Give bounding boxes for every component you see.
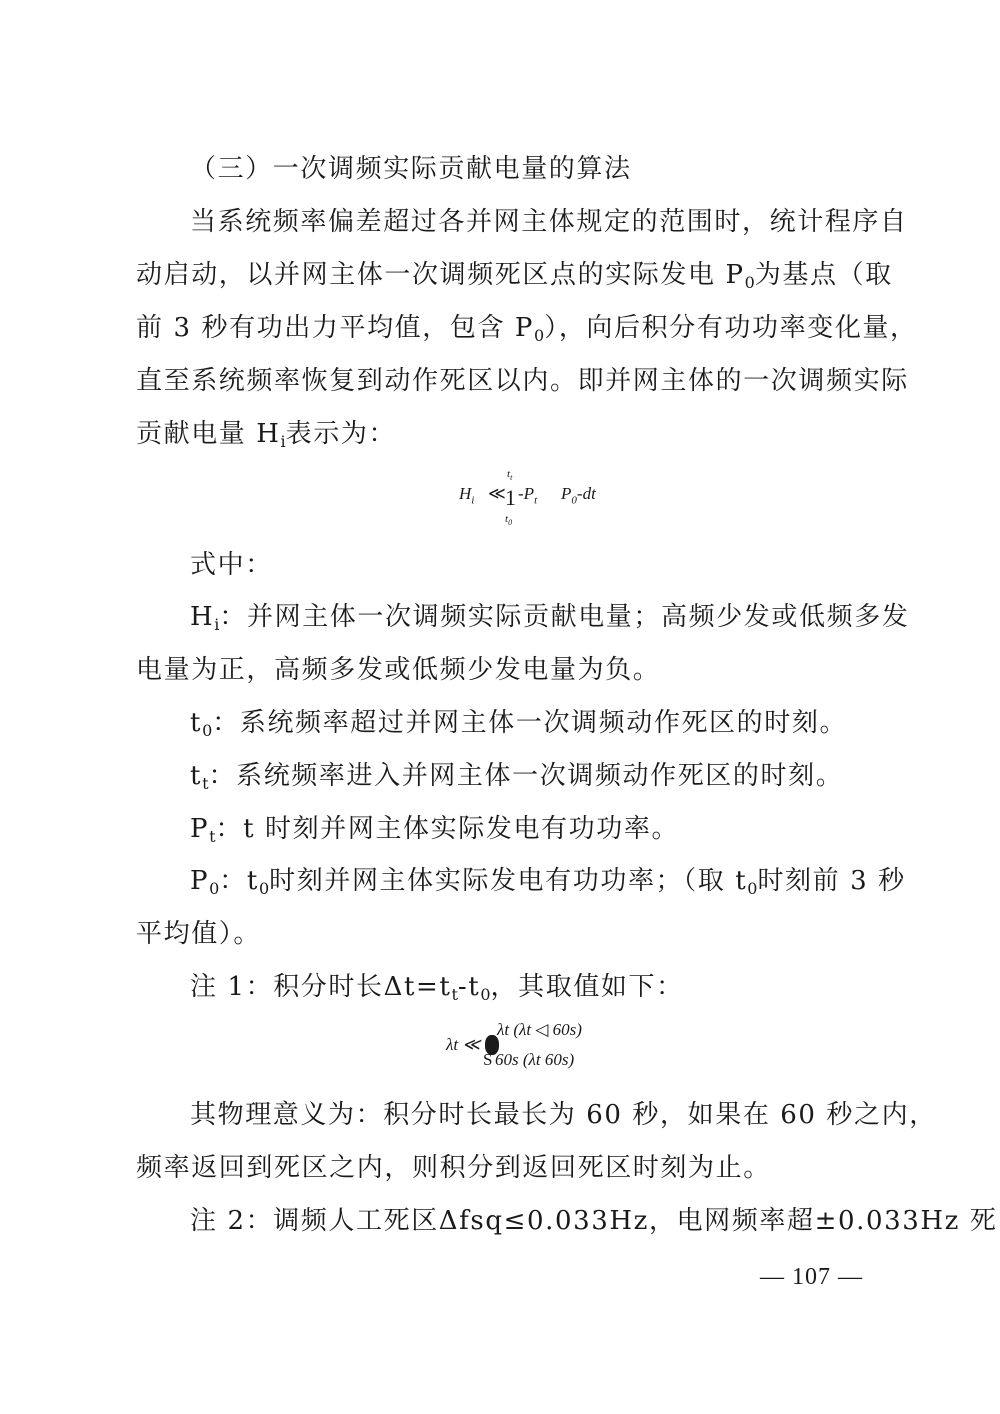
paragraph-1-line-2: 动启动，以并网主体一次调频死区点的实际发电 $P_0$为基点（取 [136,260,893,292]
definition-h-line-2: 电量为正，高频多发或低频少发电量为负。 [136,655,661,685]
where-label: 式中： [190,550,273,580]
definition-t0: $t_0$：系统频率超过并网主体一次调频动作死区的时刻。 [190,708,848,740]
page-number: — 107 — [760,1264,863,1290]
paragraph-1-line-5: 贡献电量 $H_i$表示为： [136,419,397,451]
definition-h-line-1: $H_i$：并网主体一次调频实际贡献电量；高频少发或低频多发 [190,602,910,634]
paragraph-1-line-1: 当系统频率偏差超过各并网主体规定的范围时，统计程序自 [190,207,908,237]
note-2: 注 2：调频人工死区Δfsq≤0.033Hz，电网频率超±0.033Hz 死 [190,1206,998,1236]
meaning-line-2: 频率返回到死区之内，则积分到返回死区时刻为止。 [136,1153,771,1183]
section-heading: （三）一次调频实际贡献电量的算法 [190,154,632,184]
paragraph-1-line-4: 直至系统频率恢复到动作死区以内。即并网主体的一次调频实际 [136,366,909,396]
note-1: 注 1：积分时长$\Delta t=t_t-t_0$，其取值如下： [190,972,684,1004]
definition-pt: $P_t$：t 时刻并网主体实际发电有功功率。 [190,814,680,846]
paragraph-1-line-3: 前 3 秒有功出力平均值，包含 $P_0$），向后积分有功功率变化量， [136,313,918,345]
definition-p0-line-1: $P_0$：$t_0$时刻并网主体实际发电有功功率；（取 $t_0$时刻前 3 秒 [190,866,906,898]
definition-p0-line-2: 平均值）。 [136,919,262,949]
meaning-line-1: 其物理意义为：积分时长最长为 60 秒，如果在 60 秒之内， [190,1100,937,1130]
definition-tt: $t_t$：系统频率进入并网主体一次调频动作死区的时刻。 [190,761,844,793]
